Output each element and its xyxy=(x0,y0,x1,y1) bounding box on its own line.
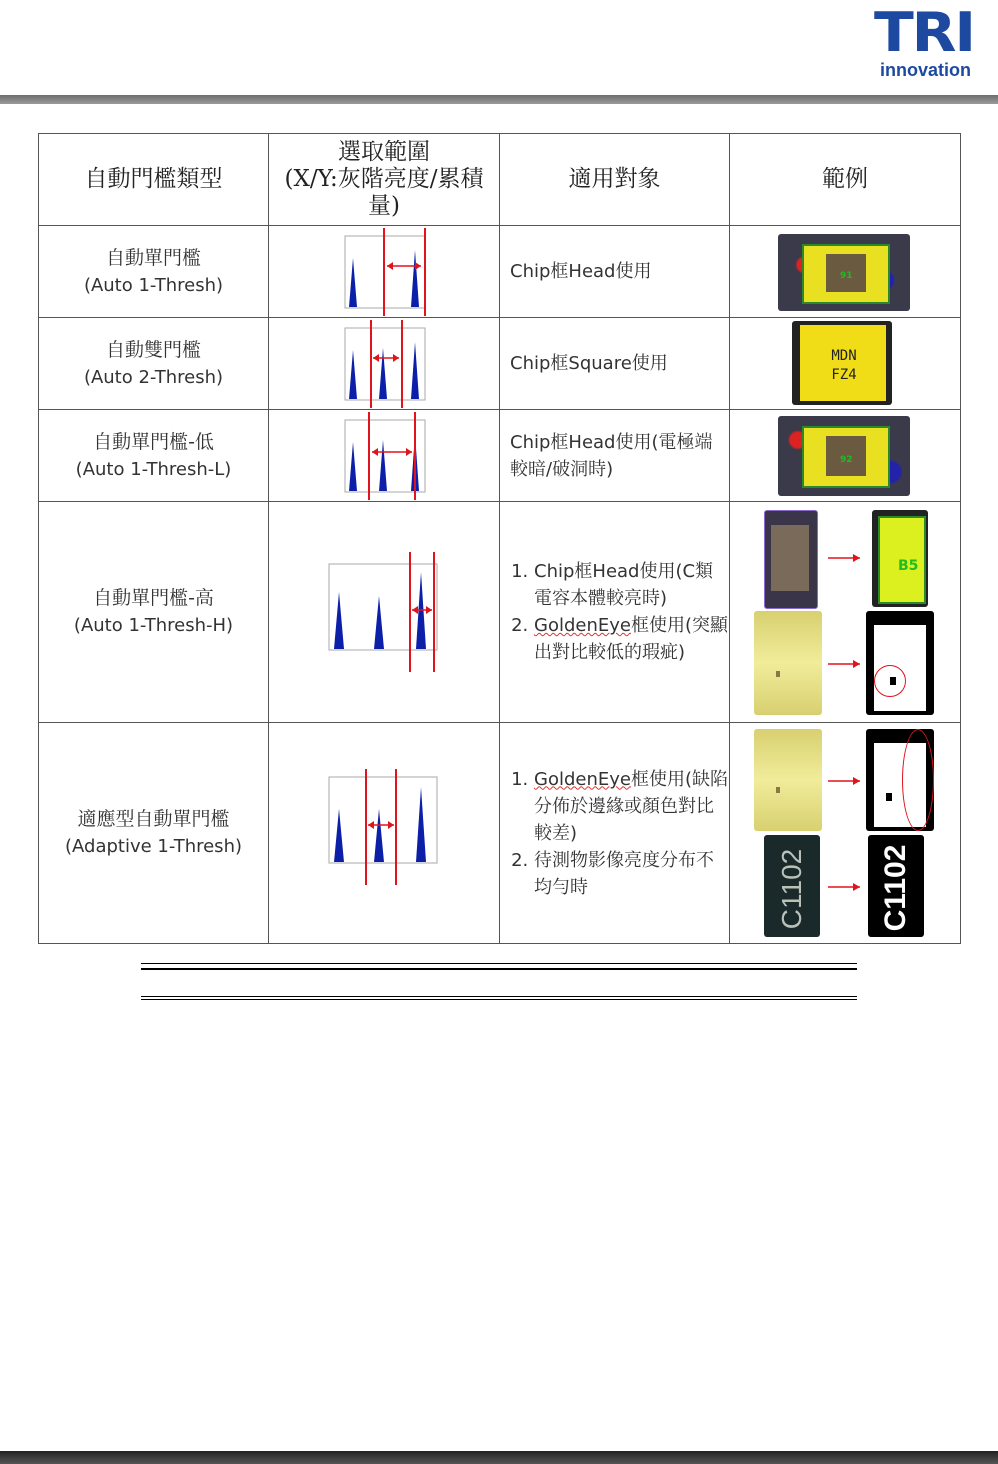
type-cell xyxy=(39,318,269,410)
chip-image-before xyxy=(754,729,822,831)
chip-image xyxy=(778,416,910,496)
type-zh: 自動單門檻-高 xyxy=(93,587,214,609)
header-type: 自動門檻類型 xyxy=(39,134,269,226)
list-item: 1. GoldenEye框使用(缺陷分佈於邊緣或顏色對比較差) xyxy=(534,766,729,847)
chip-image-before xyxy=(764,835,820,937)
type-zh: 自動雙門檻 xyxy=(105,338,201,361)
type-zh: 自動單門檻 xyxy=(105,246,201,269)
type-zh: 適應型自動單門檻 xyxy=(77,808,230,830)
apply-cell xyxy=(500,723,730,944)
arrow-icon xyxy=(828,550,868,566)
apply-cell: Chip框Head使用 xyxy=(500,226,730,318)
histogram-diagram xyxy=(324,552,454,672)
chip-marking: C1102 xyxy=(776,848,807,930)
double-rule xyxy=(141,996,857,1000)
chip-image xyxy=(792,321,892,405)
type-en: (Auto 1-Thresh-L) xyxy=(75,458,232,480)
example-cell xyxy=(730,723,961,944)
apply-cell: Chip框Head使用(電極端較暗/破洞時) xyxy=(500,410,730,502)
example-cell xyxy=(730,410,961,502)
chip-image-after xyxy=(872,510,928,607)
arrow-icon xyxy=(828,879,868,895)
chip-image-after xyxy=(866,611,934,715)
table-row xyxy=(39,723,961,944)
table-row xyxy=(39,226,961,318)
chip-image xyxy=(778,234,910,311)
logo-brand: TRI xyxy=(874,1,974,64)
histogram-diagram xyxy=(339,320,439,408)
arrow-icon xyxy=(828,773,868,789)
table-row xyxy=(39,410,961,502)
type-cell xyxy=(39,226,269,318)
chip-image-after xyxy=(866,729,934,831)
chip-image-after xyxy=(868,835,924,937)
arrow-icon xyxy=(828,656,868,672)
list-item: 2. 待測物影像亮度分布不均勻時 xyxy=(534,847,729,901)
example-cell xyxy=(730,502,961,723)
histogram-diagram xyxy=(339,228,439,316)
list-item: 1. Chip框Head使用(C類電容本體較亮時) xyxy=(534,558,729,612)
chip-marking: 91 xyxy=(840,271,853,281)
apply-cell: Chip框Square使用 xyxy=(500,318,730,410)
histogram-cell xyxy=(269,226,500,318)
type-cell xyxy=(39,502,269,723)
header-example: 範例 xyxy=(730,134,961,226)
example-cell xyxy=(730,318,961,410)
chip-marking: C1102 xyxy=(879,844,912,932)
type-cell xyxy=(39,410,269,502)
list-item: 2. GoldenEye框使用(突顯出對比較低的瑕疵) xyxy=(534,612,729,666)
logo-subtitle: innovation xyxy=(880,60,971,80)
header-apply: 適用對象 xyxy=(500,134,730,226)
type-cell xyxy=(39,723,269,944)
table-row xyxy=(39,318,961,410)
tri-innovation-logo xyxy=(874,1,998,88)
table-header-row xyxy=(39,134,961,226)
type-en: (Adaptive 1-Thresh) xyxy=(65,836,242,857)
apply-cell xyxy=(500,502,730,723)
chip-image-before xyxy=(764,510,818,609)
chip-marking: 92 xyxy=(840,455,853,465)
apply-list xyxy=(510,766,729,901)
histogram-cell xyxy=(269,410,500,502)
chip-marking: B5 xyxy=(898,558,919,574)
apply-list xyxy=(510,558,729,666)
threshold-table xyxy=(38,133,961,944)
chip-marking: MDN FZ4 xyxy=(831,348,857,383)
type-en: (Auto 1-Thresh-H) xyxy=(73,615,234,636)
histogram-diagram xyxy=(339,412,439,500)
footer-divider xyxy=(0,1451,998,1464)
histogram-diagram xyxy=(324,769,454,885)
histogram-cell xyxy=(269,502,500,723)
histogram-cell xyxy=(269,723,500,944)
double-rule xyxy=(141,963,857,970)
type-en: (Auto 1-Thresh) xyxy=(83,274,224,296)
header-divider xyxy=(0,95,998,104)
type-zh: 自動單門檻-低 xyxy=(93,430,214,453)
chip-image-before xyxy=(754,611,822,715)
histogram-cell xyxy=(269,318,500,410)
table-row xyxy=(39,502,961,723)
header-range: 選取範圍 (X/Y:灰階亮度/累積 量) xyxy=(269,134,500,226)
type-en: (Auto 2-Thresh) xyxy=(83,366,224,388)
example-cell xyxy=(730,226,961,318)
